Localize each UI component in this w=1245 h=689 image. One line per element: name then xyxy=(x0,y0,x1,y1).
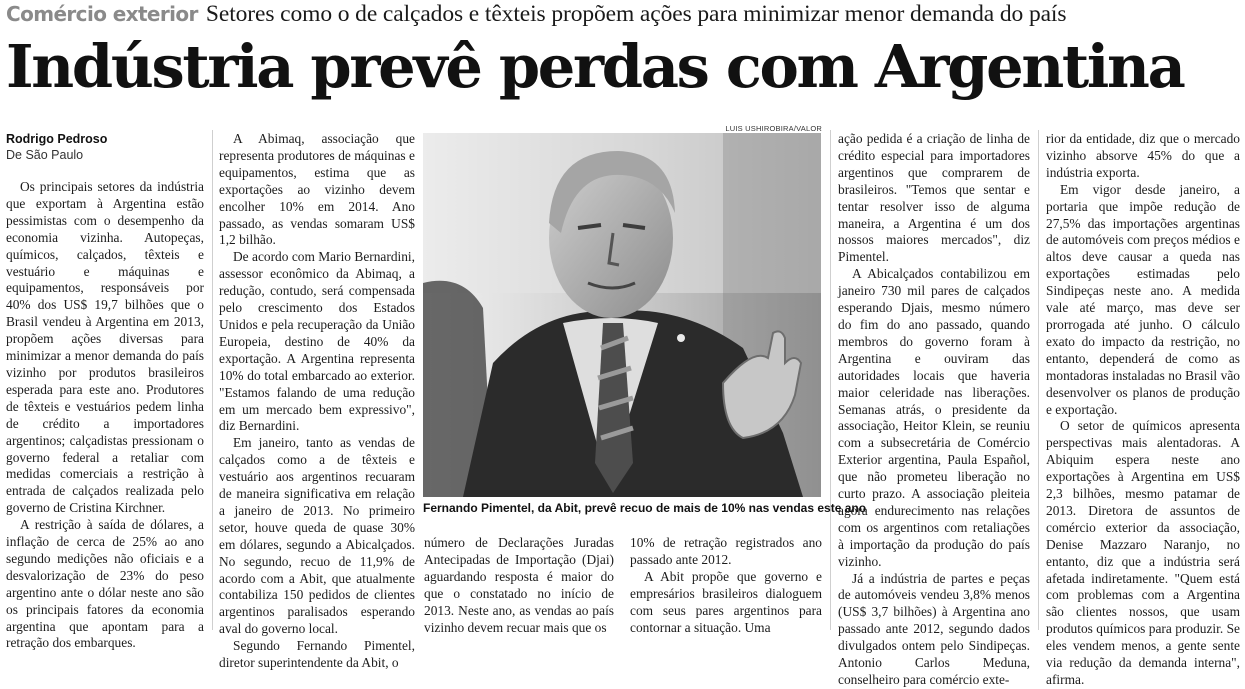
paragraph: número de Declarações Juradas Antecipadas de Importação (Djai) aguardando resposta é maior do que o constatado no início de 2013. Neste ano, as vendas ao país vizinho devem recuar mais que os xyxy=(424,535,614,635)
column-divider xyxy=(1038,130,1039,630)
paragraph: rior da entidade, diz que o mercado vizinho absorve 45% do que a indústria exporta. xyxy=(1046,131,1240,180)
photo-caption: Fernando Pimentel, da Abit, prevê recuo de mais de 10% nas vendas este ano xyxy=(423,501,867,515)
paragraph: ação pedida é a criação de linha de crédito especial para importadores argentinos que comprarem de brasileiros. "Temos que sentar e tentar resolver isso de alguma maneira, a Argentina é um dos nossos maiores mercados", diz Pimentel. xyxy=(838,131,1030,265)
article-column-6 xyxy=(1046,131,1240,687)
article-column-2 xyxy=(219,131,415,671)
paragraph: Já a indústria de partes e peças de automóveis vendeu 3,8% menos (US$ 3,7 bilhões) à Argentina ano passado ante 2012, segundo dados divulgados ontem pelo Sindipeças. Antonio Carlos Meduna, conselheiro para comércio exte- xyxy=(838,570,1030,687)
paragraph: O setor de químicos apresenta perspectivas mais alentadoras. A Abiquim espera neste ano exportações à Argentina em US$ 2,3 bilhões, mesmo patamar de 2013. Diretora de assuntos de comércio exterior da associação, Denise Mazzaro Naranjo, no entanto, diz que a indústria será afetada indiretamente. "Quem está com problemas com a Argentina são clientes nossos, que usam produtos químicos para produzir. Se eles vendem menos, a gente sente via redução da demanda interna", afirma. xyxy=(1046,418,1240,687)
byline-author: Rodrigo Pedroso xyxy=(6,132,108,146)
paragraph: Segundo Fernando Pimentel, diretor superintendente da Abit, o xyxy=(219,638,415,671)
article-column-1 xyxy=(6,131,204,651)
article-column-4 xyxy=(630,535,822,635)
headline: Indústria prevê perdas com Argentina xyxy=(6,32,1184,101)
kicker-text: Setores como o de calçados e têxteis propõem ações para minimizar menor demanda do país xyxy=(205,1,1067,27)
paragraph: 10% de retração registrados ano passado ante 2012. xyxy=(630,535,822,567)
byline-place: De São Paulo xyxy=(6,148,84,162)
article-column-3 xyxy=(424,535,614,635)
paragraph: A restrição à saída de dólares, a inflação de cerca de 25% ao ano segundo medições não oficiais e a desvalorização de 23% do peso argentino ante o dólar neste ano são os principais fatores da economia argentina que apontam para a retração dos embarques. xyxy=(6,517,204,651)
paragraph: A Abit propõe que governo e empresários brasileiros dialoguem com seus pares argentinos para contornar a situação. Uma xyxy=(630,568,822,635)
section-label: Comércio exterior xyxy=(6,2,198,26)
paragraph: De acordo com Mario Bernardini, assessor econômico da Abimaq, a redução, contudo, será compensada pelo crescimento dos Estados Unidos e pela recuperação da União Europeia, destino de 40% da exportação. A Argentina representa 10% do total embarcado ao exterior. "Estamos falando de uma redução em um mercado bem expressivo", diz Bernardini. xyxy=(219,249,415,434)
paragraph: A Abicalçados contabilizou em janeiro 730 mil pares de calçados esperando Djais, mesmo número do fim do ano passado, quando membros do governo foram à Argentina e ouviram das autoridades locais que haveria maior celeridade nas liberações. Semanas atrás, o presidente da associação, Heitor Klein, se reuniu com a subsecretária de Comércio Exterior argentina, Paula Español, que não prometeu liberação no curto prazo. A associação pleiteia agora endurecimento nas relações com os argentinos com retaliações à importação da produção do país vizinho. xyxy=(838,266,1030,569)
paragraph: Os principais setores da indústria que exportam à Argentina estão pessimistas com o desempenho da economia vizinha. Autopeças, químicos, calçados, têxteis e vestuário e máquinas e equipamentos, responsáveis por 40% dos US$ 19,7 bilhões que o Brasil vendeu à Argentina em 2013, propõem ações diversas para minimizar a menor demanda do país vizinho por produtos brasileiros esperada para este ano. Produtores de têxteis e vestuários pedem linha de crédito a importadores argentinos; calçadistas pressionam o governo federal a retaliar com medidas comerciais a restrição à entrada de calçados realizada pelo governo de Cristina Kirchner. xyxy=(6,179,204,516)
paragraph: Em vigor desde janeiro, a portaria que impõe redução de 27,5% das importações argentinas de automóveis com preços médios e altos deve causar a queda nas exportações estimadas pelo Sindipeças neste ano. A medida vale até março, mas deve ser prorrogada até junho. O cálculo exato do impacto da restrição, no entanto, dependerá de como as montadoras instaladas no Brasil vão desenvolver os planos de produção e exportação. xyxy=(1046,181,1240,417)
photo-credit: LUIS USHIROBIRA/VALOR xyxy=(725,124,822,133)
article-photo xyxy=(423,133,821,497)
column-divider xyxy=(212,130,213,630)
portrait-illustration xyxy=(423,133,821,497)
paragraph: A Abimaq, associação que representa produtores de máquinas e equipamentos, estima que as exportações ao vizinho devem encolher 10% em 2014. Ano passado, as vendas somaram US$ 1,2 bilhão. xyxy=(219,131,415,248)
paragraph: Em janeiro, tanto as vendas de calçados como a de têxteis e vestuário aos argentinos recuaram de maneira significativa em relação a janeiro de 2013. No primeiro setor, houve queda de quase 30% em dólares, segundo a Abicalçados. No segundo, recuo de 11,9% de acordo com a Abit, que atualmente contabiliza 150 pedidos de clientes argentinos paralisados esperando aval do governo local. xyxy=(219,435,415,637)
column-divider xyxy=(830,130,831,630)
article-column-5 xyxy=(838,131,1030,687)
